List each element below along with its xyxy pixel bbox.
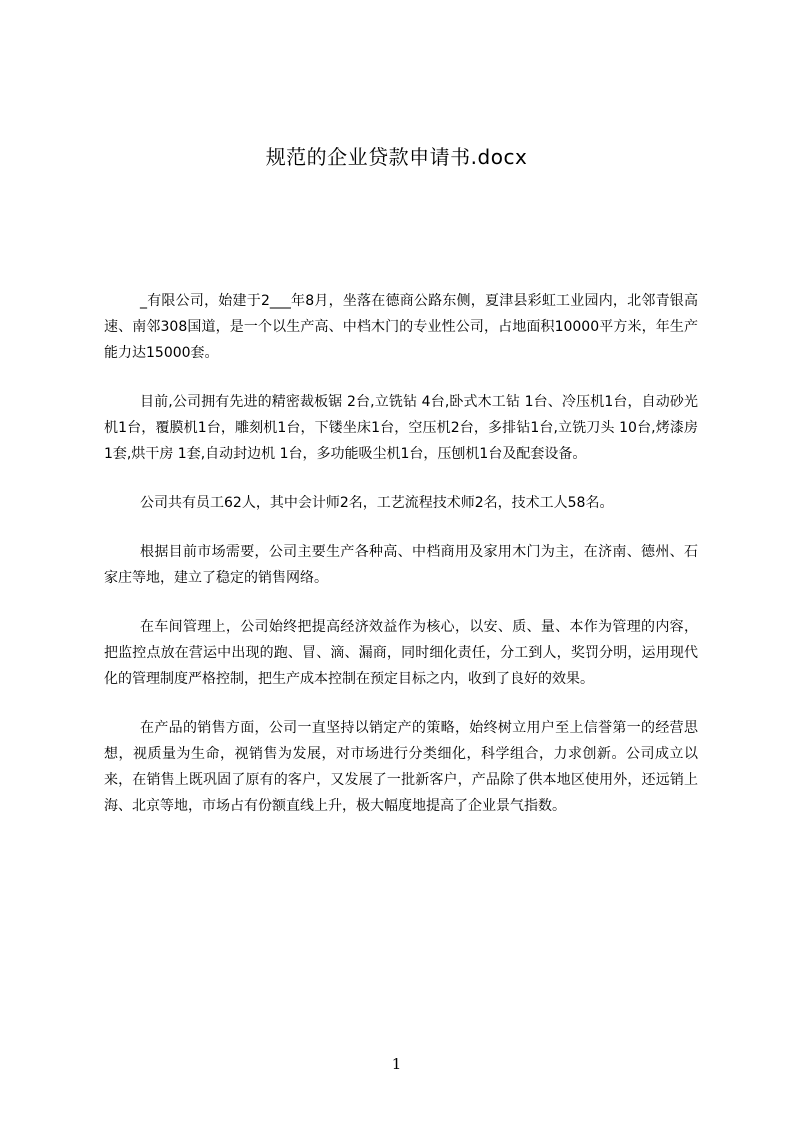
paragraph-equipment: 目前,公司拥有先进的精密裁板锯 2台,立铣钻 4台,卧式木工钻 1台、冷压机1台，自动砂光机1台，覆膜机1台，雕刻机1台，下镂坐床1台，空压机2台，多排钻1台,立铣刀头 10台,烤漆房 1套,烘干房 1套,自动封边机 1台，多功能吸尘机1台，压刨机1台及配套设备。 [104,394,698,462]
paragraph-management: 在车间管理上，公司始终把提高经济效益作为核心，以安、质、量、本作为管理的内容，把监控点放在营运中出现的跑、冒、滴、漏商，同时细化责任，分工到人，奖罚分明，运用现代化的管理制度严格控制，把生产成本控制在预定目标之内，收到了良好的效果。 [104,619,698,687]
document-title: 规范的企业贷款申请书.docx [265,145,528,169]
paragraph-company-intro: _有限公司，始建于2___年8月，坐落在德商公路东侧，夏津县彩虹工业园内，北邻青银高速、南邻308国道，是一个以生产高、中档木门的专业性公司，占地面积10000平方米，年生产能力达15000套。 [104,293,698,361]
paragraph-staff: 公司共有员工62人，其中会计师2名，工艺流程技术师2名，技术工人58名。 [140,495,614,511]
paragraph-sales: 在产品的销售方面，公司一直坚持以销定产的策略，始终树立用户至上信誉第一的经营思想，视质量为生命，视销售为发展，对市场进行分类细化，科学组合，力求创新。公司成立以来，在销售上既巩固了原有的客户，又发展了一批新客户，产品除了供本地区使用外，还远销上海、北京等地，市场占有份额直线上升，极大幅度地提高了企业景气指数。 [104,720,698,814]
page-number: 1 [391,1055,402,1073]
document-body [104,288,698,842]
paragraph-market: 根据目前市场需要，公司主要生产各种高、中档商用及家用木门为主，在济南、德州、石家庄等地，建立了稳定的销售网络。 [104,544,698,586]
